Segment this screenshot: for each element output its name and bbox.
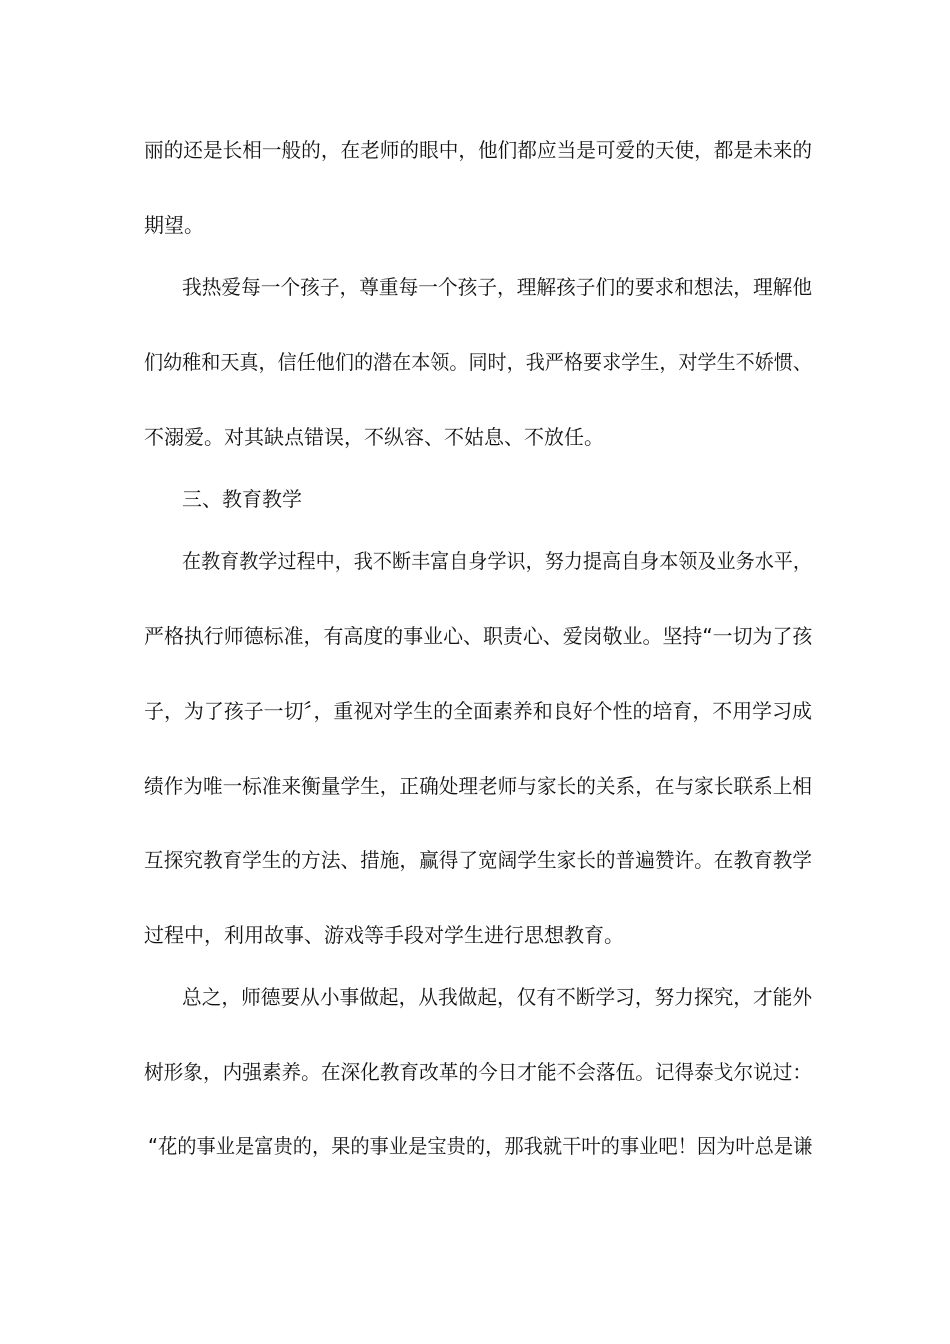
text-line: 严格执行师德标准，有高度的事业心、职责心、爱岗敬业。坚持“一切为了孩 [144,624,813,648]
quote-line: “花的事业是富贵的，果的事业是宝贵的，那我就干叶的事业吧！因为叶总是谦 [148,1134,813,1158]
text-line: 互探究教育学生的方法、措施，赢得了宽阔学生家长的普遍赞许。在教育教学 [144,848,813,872]
text-line: 们幼稚和天真，信任他们的潜在本领。同时，我严格要求学生，对学生不娇惯、 [144,350,813,374]
section-heading: 三、教育教学 [182,487,302,511]
paragraph-start: 我热爱每一个孩子，尊重每一个孩子，理解孩子们的要求和想法，理解他 [182,275,813,299]
text-line: 过程中，利用故事、游戏等手段对学生进行思想教育。 [144,923,624,947]
text-line: 树形象，内强素养。在深化教育改革的今日才能不会落伍。记得泰戈尔说过： [144,1060,813,1084]
text-line: 期望。 [144,213,204,237]
paragraph-start: 总之，师德要从小事做起，从我做起，仅有不断学习，努力探究，才能外 [182,985,813,1009]
paragraph-start: 在教育教学过程中，我不断丰富自身学识，努力提高自身本领及业务水平， [182,549,812,573]
text-line: 绩作为唯一标准来衡量学生，正确处理老师与家长的关系，在与家长联系上相 [144,774,813,798]
text-line: 子，为了孩子一切〞，重视对学生的全面素养和良好个性的培育，不用学习成 [144,699,812,723]
text-line: 丽的还是长相一般的，在老师的眼中，他们都应当是可爱的天使，都是未来的 [144,138,813,162]
text-line: 不溺爱。对其缺点错误，不纵容、不姑息、不放任。 [144,425,604,449]
